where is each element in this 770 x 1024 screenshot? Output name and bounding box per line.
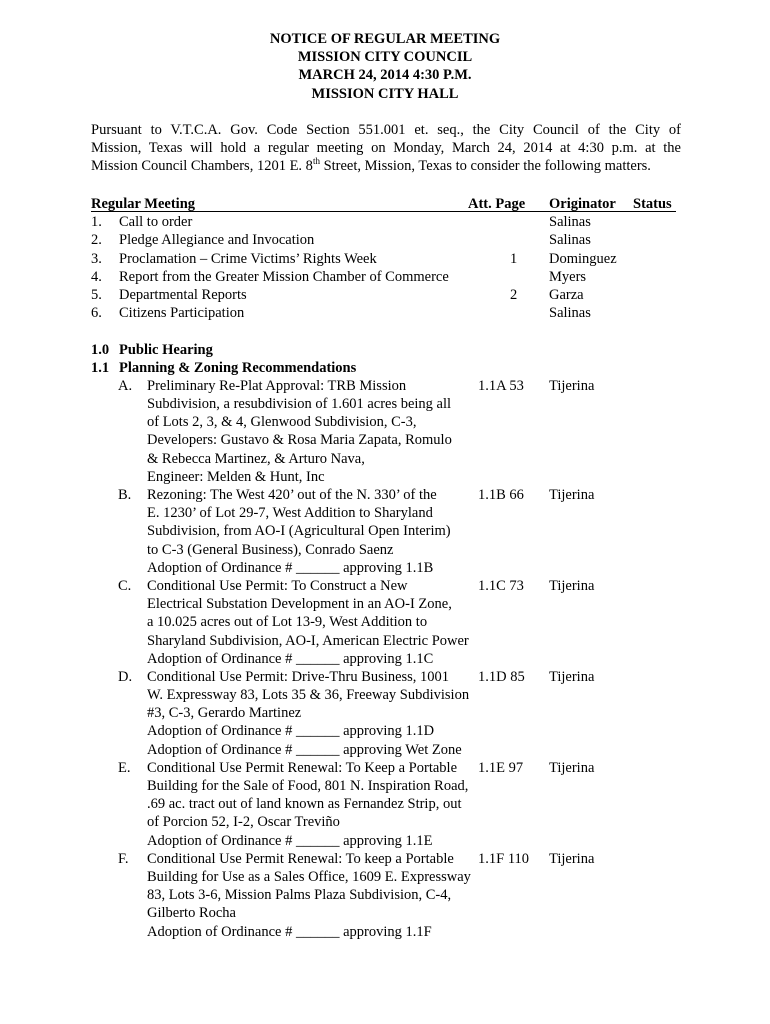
sub-item-continuation xyxy=(0,686,770,704)
sub-item-att-page: 1.1D 85 xyxy=(478,668,525,685)
sub-item-continuation xyxy=(0,741,770,759)
sub-item-continuation xyxy=(0,777,770,795)
sub-item-continuation xyxy=(0,904,770,922)
sub-item-continuation xyxy=(0,504,770,522)
sub-item-text: Adoption of Ordinance # ______ approving 1.1D xyxy=(147,723,435,740)
intro-line-2: Mission, Texas will hold a regular meeting on Monday, March 24, 2014 at 4:30 p.m. at the xyxy=(91,140,681,157)
sub-item-continuation xyxy=(0,541,770,559)
subsection-title: Planning & Zoning Recommendations xyxy=(119,359,357,376)
sub-item-continuation xyxy=(0,632,770,650)
sub-item-text: Adoption of Ordinance # ______ approving 1.1F xyxy=(147,923,432,940)
sub-item-continuation xyxy=(0,450,770,468)
sub-item-text: Gilberto Rocha xyxy=(147,905,236,922)
intro-line-1: Pursuant to V.T.C.A. Gov. Code Section 551.001 et. seq., the City Council of the City of xyxy=(91,122,681,138)
sub-item-continuation xyxy=(0,522,770,540)
sub-item-continuation xyxy=(0,868,770,886)
agenda-item xyxy=(0,231,770,249)
sub-item-row xyxy=(0,577,770,595)
status-heading: Status xyxy=(633,196,672,212)
sub-item-att-page: 1.1E 97 xyxy=(478,759,524,776)
sub-item-att-page: 1.1C 73 xyxy=(478,577,524,594)
sub-item-text: Conditional Use Permit: To Construct a New xyxy=(147,577,408,594)
sub-item-text: E. 1230’ of Lot 29-7, West Addition to Sharyland xyxy=(147,505,433,522)
item-text: Pledge Allegiance and Invocation xyxy=(119,232,315,249)
sub-item-att-page: 1.1B 66 xyxy=(478,487,524,503)
agenda-item xyxy=(0,250,770,268)
sub-item-originator: Tijerina xyxy=(549,850,595,867)
section-title: Public Hearing xyxy=(119,341,213,358)
item-originator: Garza xyxy=(549,286,584,303)
sub-item-letter: B. xyxy=(118,487,132,503)
item-originator: Salinas xyxy=(549,305,591,322)
sub-item-text: Adoption of Ordinance # ______ approving Wet Zone xyxy=(147,741,462,758)
subsection-number: 1.1 xyxy=(91,359,110,376)
sub-items xyxy=(0,377,770,941)
sub-item-row xyxy=(0,850,770,868)
sub-item-continuation xyxy=(0,595,770,613)
agenda-item xyxy=(0,268,770,286)
sub-item-continuation xyxy=(0,704,770,722)
sub-item-text: Subdivision, a resubdivision of 1.601 acres being all xyxy=(147,396,452,413)
item-number: 3. xyxy=(91,250,102,267)
item-text: Departmental Reports xyxy=(119,286,247,303)
heading-underline xyxy=(91,211,676,212)
regular-meeting-heading: Regular Meeting xyxy=(91,196,196,212)
sub-item-text: W. Expressway 83, Lots 35 & 36, Freeway Subdivision xyxy=(147,687,470,704)
item-text: Citizens Participation xyxy=(119,305,245,322)
item-text: Proclamation – Crime Victims’ Rights Week xyxy=(119,250,377,267)
section-public-hearing xyxy=(0,341,770,359)
sub-item-text: Adoption of Ordinance # ______ approving 1.1B xyxy=(147,559,434,576)
sub-item-text: 83, Lots 3-6, Mission Palms Plaza Subdivision, C-4, xyxy=(147,887,452,904)
intro-line-3-sup: th xyxy=(312,156,320,167)
agenda-item xyxy=(0,213,770,231)
sub-item-text: of Porcion 52, I-2, Oscar Treviño xyxy=(147,814,340,831)
sub-item-letter: A. xyxy=(118,377,133,394)
sub-item-text: Building for the Sale of Food, 801 N. Inspiration Road, xyxy=(147,778,469,794)
sub-item-letter: D. xyxy=(118,668,133,685)
sub-item-att-page: 1.1F 110 xyxy=(478,850,530,867)
sub-item-text: Adoption of Ordinance # ______ approving 1.1C xyxy=(147,650,434,667)
header-line-3: MARCH 24, 2014 4:30 P.M. xyxy=(298,67,472,84)
sub-item-text: Electrical Substation Development in an AO-I Zone, xyxy=(147,596,452,613)
sub-item-text: Conditional Use Permit Renewal: To keep a Portable xyxy=(147,850,454,867)
item-number: 6. xyxy=(91,305,102,322)
sub-item-continuation xyxy=(0,722,770,740)
sub-item-row xyxy=(0,377,770,395)
item-number: 5. xyxy=(91,286,102,303)
sub-item-continuation xyxy=(0,613,770,631)
sub-item-row xyxy=(0,759,770,777)
sub-item-letter: C. xyxy=(118,577,132,594)
sub-item-text: Building for Use as a Sales Office, 1609 E. Expressway xyxy=(147,868,471,885)
sub-item-text: .69 ac. tract out of land known as Fernandez Strip, out xyxy=(147,796,462,813)
agenda-item xyxy=(0,304,770,322)
sub-item-text: a 10.025 acres out of Lot 13-9, West Addition to xyxy=(147,614,428,631)
sub-item-text: #3, C-3, Gerardo Martinez xyxy=(147,705,302,722)
item-number: 1. xyxy=(91,214,102,231)
sub-item-letter: F. xyxy=(118,850,129,867)
header-line-4: MISSION CITY HALL xyxy=(311,85,459,102)
sub-item-text: Rezoning: The West 420’ out of the N. 330’ of the xyxy=(147,487,437,503)
item-text: Report from the Greater Mission Chamber of Commerce xyxy=(119,268,449,285)
item-originator: Salinas xyxy=(549,232,591,249)
item-originator: Dominguez xyxy=(549,250,617,267)
sub-item-originator: Tijerina xyxy=(549,487,595,503)
sub-item-row xyxy=(0,486,770,504)
sub-item-continuation xyxy=(0,886,770,904)
sub-item-originator: Tijerina xyxy=(549,759,595,776)
intro-line-3 xyxy=(91,157,681,175)
sub-item-row xyxy=(0,668,770,686)
sub-item-continuation xyxy=(0,813,770,831)
sub-item-att-page: 1.1A 53 xyxy=(478,377,524,394)
att-page-heading: Att. Page xyxy=(468,196,526,212)
sub-item-continuation xyxy=(0,832,770,850)
item-att-page: 1 xyxy=(510,250,518,267)
header-line-1: NOTICE OF REGULAR MEETING xyxy=(269,31,501,47)
sub-item-text: & Rebecca Martinez, & Arturo Nava, xyxy=(147,450,365,467)
sub-item-text: of Lots 2, 3, & 4, Glenwood Subdivision, C-3, xyxy=(147,414,417,431)
item-att-page: 2 xyxy=(510,286,518,303)
item-originator: Salinas xyxy=(549,214,591,231)
sub-item-text: Subdivision, from AO-I (Agricultural Open Interim) xyxy=(147,523,451,540)
sub-item-originator: Tijerina xyxy=(549,377,595,394)
item-text: Call to order xyxy=(119,214,193,231)
agenda-list xyxy=(0,195,770,941)
sub-item-text: Conditional Use Permit: Drive-Thru Business, 1001 xyxy=(147,668,450,685)
originator-heading: Originator xyxy=(549,196,616,212)
agenda-item xyxy=(0,286,770,304)
item-number: 4. xyxy=(91,268,102,285)
sub-item-continuation xyxy=(0,923,770,941)
item-originator: Myers xyxy=(549,268,587,285)
sub-item-continuation xyxy=(0,413,770,431)
sub-item-continuation xyxy=(0,795,770,813)
sub-item-continuation xyxy=(0,650,770,668)
sub-item-continuation xyxy=(0,468,770,486)
sub-item-text: Conditional Use Permit Renewal: To Keep a Portable xyxy=(147,759,458,776)
column-header-row xyxy=(0,195,770,213)
sub-item-text: Adoption of Ordinance # ______ approving 1.1E xyxy=(147,832,433,849)
sub-item-letter: E. xyxy=(118,759,131,776)
item-number: 2. xyxy=(91,232,102,249)
header-line-2: MISSION CITY COUNCIL xyxy=(297,49,473,66)
sub-item-text: Sharyland Subdivision, AO-I, American Electric Power xyxy=(147,632,469,649)
sub-item-text: Engineer: Melden & Hunt, Inc xyxy=(147,468,325,485)
section-number: 1.0 xyxy=(91,341,110,358)
regular-items xyxy=(0,213,770,322)
sub-item-continuation xyxy=(0,559,770,577)
sub-item-continuation xyxy=(0,431,770,449)
notice-header xyxy=(0,30,770,103)
intro-line-3-a: Mission Council Chambers, 1201 E. 8 xyxy=(91,158,313,175)
intro-paragraph xyxy=(91,121,681,176)
spacer xyxy=(0,322,770,340)
sub-item-originator: Tijerina xyxy=(549,668,595,685)
intro-line-3-b: Street, Mission, Texas to consider the following matters. xyxy=(319,158,651,175)
sub-item-text: Preliminary Re-Plat Approval: TRB Mission xyxy=(147,377,407,394)
sub-item-text: to C-3 (General Business), Conrado Saenz xyxy=(147,541,394,558)
sub-item-continuation xyxy=(0,395,770,413)
section-planning-zoning xyxy=(0,359,770,377)
sub-item-originator: Tijerina xyxy=(549,577,595,594)
sub-item-text: Developers: Gustavo & Rosa Maria Zapata, Romulo xyxy=(147,432,452,449)
